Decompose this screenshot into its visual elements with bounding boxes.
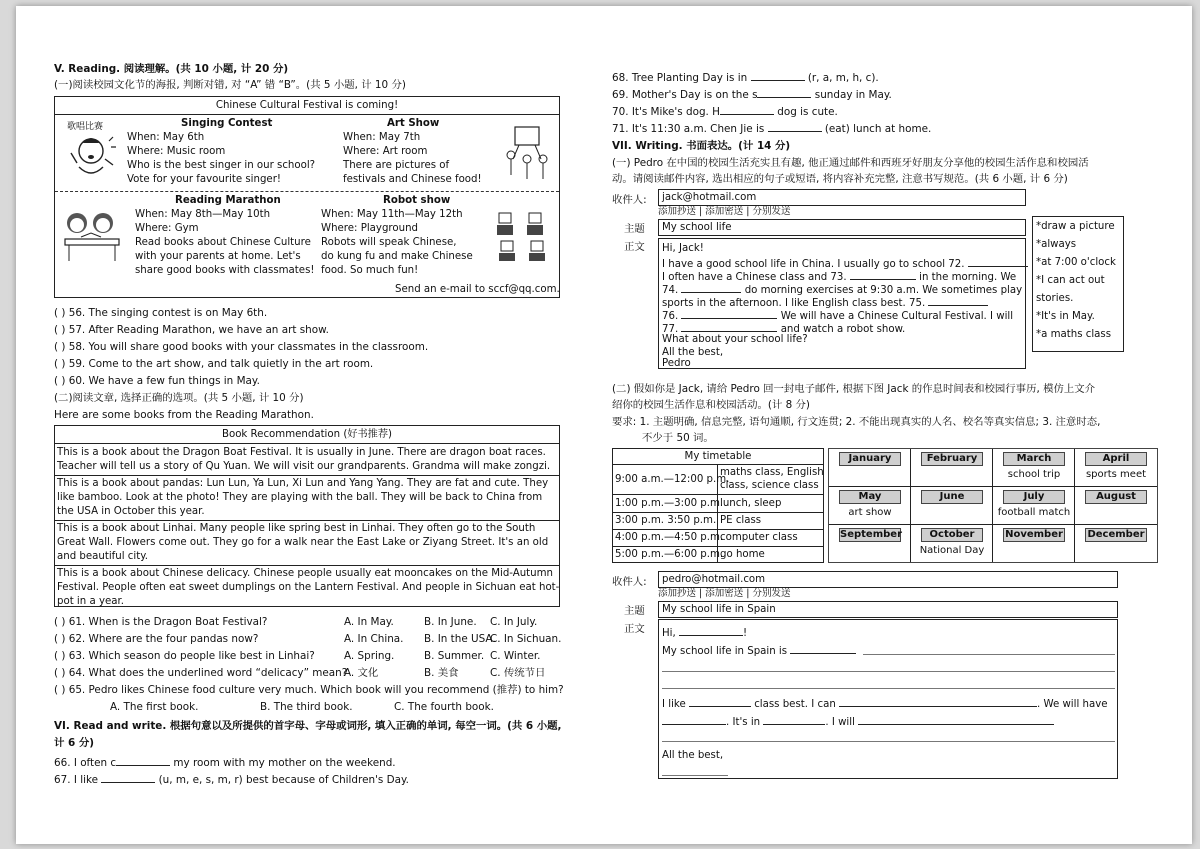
tt-act-2: lunch, sleep [720, 498, 782, 509]
robot-heading: Robot show [383, 195, 451, 206]
email1-body[interactable] [658, 238, 1026, 369]
q68-pre: 68. Tree Planting Day is in [612, 72, 751, 84]
question-69 [612, 86, 892, 103]
book-table-heading: Book Recommendation (好书推荐) [221, 429, 393, 440]
mc-question-61: ( ) 61. When is the Dragon Boat Festival? [54, 616, 268, 628]
book3-line-2: Great Wall. Flowers come out. They go for a walk near the East Lake or Ziyang Street. It's an old [57, 537, 549, 548]
part7-requirements-1: 要求: 1. 主题明确, 信息完整, 语句通顺, 行文连贯; 2. 不能出现真实的人名、校名等真实信息; 3. 注意时态, [612, 416, 1101, 428]
mc-question-63: ( ) 63. Which season do people like best in Linhai? [54, 650, 315, 662]
reading-line-2: Where: Gym [135, 223, 199, 234]
mc-question-65: ( ) 65. Pedro likes Chinese food culture very much. Which book will you recommend (推荐) to him? [54, 684, 564, 696]
book-table-line-2 [55, 475, 559, 476]
q66-pre: 66. I often c [54, 757, 117, 769]
tf-question-58: ( ) 58. You will share good books with your classmates in the classroom. [54, 341, 429, 353]
email2-closing: All the best, [662, 750, 724, 761]
blank-74[interactable] [681, 281, 741, 293]
q69-blank[interactable] [757, 86, 811, 98]
festival-poster [54, 96, 560, 298]
l74-text-b: do morning exercises at 9:30 a.m. We sometimes play [741, 285, 1023, 296]
mc-61-b: B. In June. [424, 616, 477, 628]
q70-blank[interactable] [720, 103, 774, 115]
book3-line-1: This is a book about Linhai. Many people like spring best in Linhai. They often go to the South [57, 523, 536, 534]
singing-line-1: When: May 6th [127, 132, 205, 143]
event-march: school trip [1007, 469, 1061, 480]
q71-post: (eat) lunch at home. [821, 123, 932, 135]
tt-act-4: computer class [720, 532, 798, 543]
question-70 [612, 103, 838, 120]
singing-heading: Singing Contest [181, 118, 273, 129]
tt-time-3: 3:00 p.m. 3:50 p.m. [615, 515, 717, 526]
cal-vline-1 [910, 449, 911, 562]
tt-line-1 [613, 494, 823, 495]
part6-title-2: 计 6 分) [54, 737, 94, 749]
book4-line-2: Festival. People often eat sweet dumplings on the Lantern Festival. And people in Sichuan eat hot- [57, 582, 560, 593]
book4-line-1: This is a book about Chinese delicacy. Chinese people usually eat mooncakes on the Mid-Autumn [57, 568, 554, 579]
robot-line-5: food. So much fun! [321, 265, 419, 276]
mc-65-a: A. The first book. [110, 701, 199, 713]
mc-63-a: A. Spring. [344, 650, 395, 662]
mc-62-a: A. In China. [344, 633, 404, 645]
event-may: art show [848, 507, 892, 518]
book1-line-1: This is a book about the Dragon Boat Festival. It is usually in June. There are dragon boat races. [57, 447, 546, 458]
tf-question-56: ( ) 56. The singing contest is on May 6th. [54, 307, 268, 319]
part7-sec1-instruction-2: 动。请阅读邮件内容, 选出相应的句子或短语, 将内容补充完整, 注意书写规范。(共 6 小题, 计 6 分) [612, 173, 1068, 185]
q66-post: my room with my mother on the weekend. [170, 757, 396, 769]
question-71 [612, 120, 931, 137]
question-68 [612, 69, 879, 86]
email2-to-value: pedro@hotmail.com [662, 574, 766, 585]
q67-blank[interactable] [101, 771, 155, 783]
timetable [612, 448, 824, 563]
l76-text-a: 76. [662, 311, 682, 322]
poster-footer: Send an e-mail to sccf@qq.com. [395, 284, 560, 295]
email2-subject-label: 主题 [624, 605, 645, 617]
email2-line-3 [662, 713, 1054, 729]
part7-requirements-2: 不少于 50 词。 [642, 432, 714, 444]
part6-title: VI. Read and write. 根据句意以及所提供的首字母、字母或词形, 填入正确的单词, 每空一词。(共 6 小题, [54, 720, 562, 732]
greeting-blank[interactable] [679, 624, 743, 636]
email2-links[interactable]: 添加抄送 | 添加密送 | 分别发送 [658, 588, 791, 599]
tt-time-5: 5:00 p.m.—6:00 p.m. [615, 549, 724, 560]
book2-line-1: This is a book about pandas: Lun Lun, Ya Lun, Xi Lun and Yang Yang. They are fat and cute. They [57, 478, 549, 489]
mc-question-64: ( ) 64. What does the underlined word “delicacy” mean? [54, 667, 348, 679]
book-table-line-3 [55, 520, 559, 521]
exam-sheet [16, 6, 1192, 844]
blank-75[interactable] [928, 294, 988, 306]
mc-64-a: A. 文化 [344, 667, 379, 679]
q69-pre: 69. Mother's Day is on the s [612, 89, 758, 101]
robot-line-4: do kung fu and make Chinese [321, 251, 473, 262]
blank-76[interactable] [681, 307, 777, 319]
q67-pre: 67. I like [54, 774, 102, 786]
option-4-cont: stories. [1036, 293, 1074, 304]
q69-post: sunday in May. [811, 89, 892, 101]
q68-blank[interactable] [751, 69, 805, 81]
part7-title: VII. Writing. 书面表达。(计 14 分) [612, 140, 791, 152]
cal-hline-2 [829, 524, 1157, 525]
mc-62-c: C. In Sichuan. [490, 633, 562, 645]
option-word-box [1032, 216, 1124, 352]
l2-text-b: class best. I can [750, 699, 840, 710]
book2-line-2: like bamboo. Look at the photo! They are playing with the ball. They will be back to China from [57, 492, 543, 503]
school-calendar [828, 448, 1158, 563]
book-table-line-4 [55, 565, 559, 566]
reading-line-5: share good books with classmates! [135, 265, 315, 276]
l3-blank-1[interactable] [662, 713, 726, 725]
blank-72[interactable] [968, 255, 1028, 267]
line1-blank[interactable] [790, 642, 856, 654]
l77-text-b: and watch a robot show. [777, 324, 906, 335]
option-6: *a maths class [1036, 329, 1112, 340]
l2-blank-2[interactable] [839, 695, 1037, 707]
tt-act-3: PE class [720, 515, 762, 526]
l3-text-b: . I will [825, 717, 859, 728]
email1-to-field[interactable] [658, 189, 1026, 206]
blank-77[interactable] [681, 320, 777, 332]
option-2: *always [1036, 239, 1077, 250]
line1-text: My school life in Spain is [662, 646, 791, 657]
reading-children-icon [59, 209, 125, 265]
cal-vline-2 [992, 449, 993, 562]
robot-line-3: Robots will speak Chinese, [321, 237, 457, 248]
event-july: football match [997, 507, 1071, 518]
q68-post: (r, a, m, h, c). [804, 72, 879, 84]
singing-contest-illustration [61, 121, 117, 181]
email1-links[interactable]: 添加抄送 | 添加密送 | 分别发送 [658, 206, 791, 217]
month-february: February [921, 452, 983, 466]
tt-act-1b: class, science class [720, 480, 819, 491]
tt-line-2 [613, 512, 823, 513]
tf-question-60: ( ) 60. We have a few fun things in May. [54, 375, 260, 387]
mc-63-c: C. Winter. [490, 650, 541, 662]
mc-question-62: ( ) 62. Where are the four pandas now? [54, 633, 259, 645]
l3-blank-2[interactable] [763, 713, 825, 725]
book-recommendation-table [54, 425, 560, 607]
event-october: National Day [919, 545, 985, 556]
email2-line-1 [662, 642, 856, 658]
rule-4 [662, 741, 1115, 742]
l73-text-a: I often have a Chinese class and 73. [662, 272, 850, 283]
month-january: January [839, 452, 901, 466]
art-line-1: When: May 7th [343, 132, 421, 143]
question-66 [54, 754, 396, 771]
l2-blank-1[interactable] [689, 695, 751, 707]
part7-sec1-instruction-1: (一) Pedro 在中国的校园生活充实且有趣, 他正通过邮件和西班牙好朋友分享他的校园生活作息和校园活 [612, 157, 1089, 169]
month-november: November [1003, 528, 1065, 542]
timetable-heading: My timetable [684, 451, 752, 462]
email1-to-value: jack@hotmail.com [662, 192, 757, 203]
month-september: September [840, 529, 902, 540]
greeting-excl: ! [742, 628, 748, 639]
email2-body-label: 正文 [624, 623, 645, 635]
tt-act-1a: maths class, English [720, 467, 824, 478]
tf-question-57: ( ) 57. After Reading Marathon, we have an art show. [54, 324, 329, 336]
l77-text-a: 77. [662, 324, 682, 335]
email2-greeting [662, 624, 747, 640]
cal-hline-1 [829, 486, 1157, 487]
robot-line-2: Where: Playground [321, 223, 418, 234]
part5-sec1-instruction: (一)阅读校园文化节的海报, 判断对错, 对 “A” 错 “B”。(共 5 小题, 计 10 分) [54, 79, 406, 91]
l3-text-a: . It's in [726, 717, 764, 728]
singing-line-3: Who is the best singer in our school? [127, 160, 316, 171]
reading-line-1: When: May 8th—May 10th [135, 209, 271, 220]
poster-dash-divider [55, 191, 559, 192]
month-may: May [839, 490, 901, 504]
l3-blank-3[interactable] [858, 713, 1054, 725]
tt-line-4 [613, 546, 823, 547]
art-line-2: Where: Art room [343, 146, 428, 157]
part5-title: V. Reading. 阅读理解。(共 10 小题, 计 20 分) [54, 63, 289, 75]
option-5: *It's in May. [1036, 311, 1095, 322]
email2-body[interactable] [658, 619, 1118, 779]
mc-64-b: B. 美食 [424, 667, 459, 679]
question-67 [54, 771, 409, 788]
singing-line-4: Vote for your favourite singer! [127, 174, 281, 185]
email2-to-field[interactable] [658, 571, 1118, 588]
l2-text-c: . We will have [1037, 699, 1108, 710]
mc-63-b: B. Summer. [424, 650, 485, 662]
month-april: April [1085, 452, 1147, 466]
l2-text-a: I like [662, 699, 689, 710]
part7-sec2-instruction-2: 绍你的校园生活作息和校园活动。(计 8 分) [612, 399, 810, 411]
rule-2 [662, 671, 1115, 672]
month-october: October [921, 528, 983, 542]
q71-pre: 71. It's 11:30 a.m. Chen Jie is [612, 123, 768, 135]
tt-time-1: 9:00 a.m.—12:00 p.m. [615, 474, 730, 485]
q66-blank[interactable] [116, 754, 170, 766]
l73-text-b: in the morning. We [915, 272, 1017, 283]
option-1: *draw a picture [1036, 221, 1115, 232]
l76-text-b: We will have a Chinese Cultural Festival. I will [777, 311, 1014, 322]
rule-1 [863, 654, 1115, 655]
tt-act-5: go home [720, 549, 765, 560]
l75-text: sports in the afternoon. I like English class best. 75. [662, 298, 929, 309]
mc-62-b: B. In the USA. [424, 633, 496, 645]
month-july: July [1003, 490, 1065, 504]
rule-3 [662, 688, 1115, 689]
q67-post: (u, m, e, s, m, r) best because of Children's Day. [155, 774, 409, 786]
month-june: June [921, 490, 983, 504]
email1-subject-value: My school life [662, 222, 732, 233]
q71-blank[interactable] [768, 120, 822, 132]
singing-line-2: Where: Music room [127, 146, 226, 157]
tf-question-59: ( ) 59. Come to the art show, and talk quietly in the art room. [54, 358, 374, 370]
l72-text: I have a good school life in China. I usually go to school 72. [662, 259, 968, 270]
art-line-3: There are pictures of [343, 160, 450, 171]
blank-73[interactable] [850, 268, 916, 280]
part7-sec2-instruction: (二) 假如你是 Jack, 请给 Pedro 回一封电子邮件, 根据下图 Jack 的作息时间表和校园行事历, 模仿上文介 [612, 383, 1096, 395]
tt-line-0 [613, 464, 823, 465]
cal-vline-3 [1074, 449, 1075, 562]
month-december: December [1085, 528, 1147, 542]
mc-65-b: B. The third book. [260, 701, 353, 713]
email1-question: What about your school life? [662, 334, 808, 345]
email1-greeting: Hi, Jack! [662, 243, 704, 254]
tt-line-3 [613, 529, 823, 530]
q70-pre: 70. It's Mike's dog. H [612, 106, 720, 118]
book2-line-3: the USA in October this year. [57, 506, 205, 517]
reading-line-3: Read books about Chinese Culture [135, 237, 311, 248]
email1-closing: All the best, [662, 347, 724, 358]
email2-subject-field[interactable] [658, 601, 1118, 618]
art-line-4: festivals and Chinese food! [343, 174, 482, 185]
mc-61-a: A. In May. [344, 616, 394, 628]
mc-61-c: C. In July. [490, 616, 538, 628]
part5-sec2-intro: Here are some books from the Reading Marathon. [54, 409, 314, 421]
greeting-hi: Hi, [662, 628, 679, 639]
mc-64-c: C. 传统节日 [490, 667, 546, 679]
book1-line-2: Teacher will tell us a story of Qu Yuan. We will visit our grandparents. Grandma will make zongzi. [57, 461, 551, 472]
part5-sec2-instruction: (二)阅读文章, 选择正确的选项。(共 5 小题, 计 10 分) [54, 392, 304, 404]
l74-text-a: 74. [662, 285, 682, 296]
email2-to-label: 收件人: [612, 576, 647, 588]
q70-post: dog is cute. [773, 106, 838, 118]
email1-subject-field[interactable] [658, 219, 1026, 236]
book-table-line-1 [55, 443, 559, 444]
robot-line-1: When: May 11th—May 12th [321, 209, 463, 220]
option-4: *I can act out [1036, 275, 1105, 286]
option-3: *at 7:00 o'clock [1036, 257, 1116, 268]
book4-line-3: pot in a year. [57, 596, 124, 607]
singer-icon [61, 133, 117, 181]
email1-subject-label: 主题 [624, 223, 645, 235]
art-heading: Art Show [387, 118, 440, 129]
art-show-icon [501, 125, 551, 185]
event-april: sports meet [1085, 469, 1147, 480]
month-march: March [1003, 452, 1065, 466]
singing-icon-label: 歌唱比赛 [67, 122, 104, 132]
signature-rule [662, 775, 728, 776]
reading-heading: Reading Marathon [175, 195, 281, 206]
reading-line-4: with your parents at home. Let's [135, 251, 301, 262]
email2-subject-value: My school life in Spain [662, 604, 776, 615]
poster-divider [55, 114, 559, 115]
email1-signature: Pedro [662, 358, 691, 369]
email1-to-label: 收件人: [612, 194, 647, 206]
mc-65-c: C. The fourth book. [394, 701, 494, 713]
robots-icon [495, 209, 551, 265]
email1-body-label: 正文 [624, 241, 645, 253]
tt-time-2: 1:00 p.m.—3:00 p.m. [615, 498, 724, 509]
month-august: August [1085, 490, 1147, 504]
book3-line-3: and beautiful city. [57, 551, 149, 562]
tt-time-4: 4:00 p.m.—4:50 p.m. [615, 532, 724, 543]
poster-title: Chinese Cultural Festival is coming! [215, 100, 399, 111]
email2-line-2 [662, 695, 1108, 711]
